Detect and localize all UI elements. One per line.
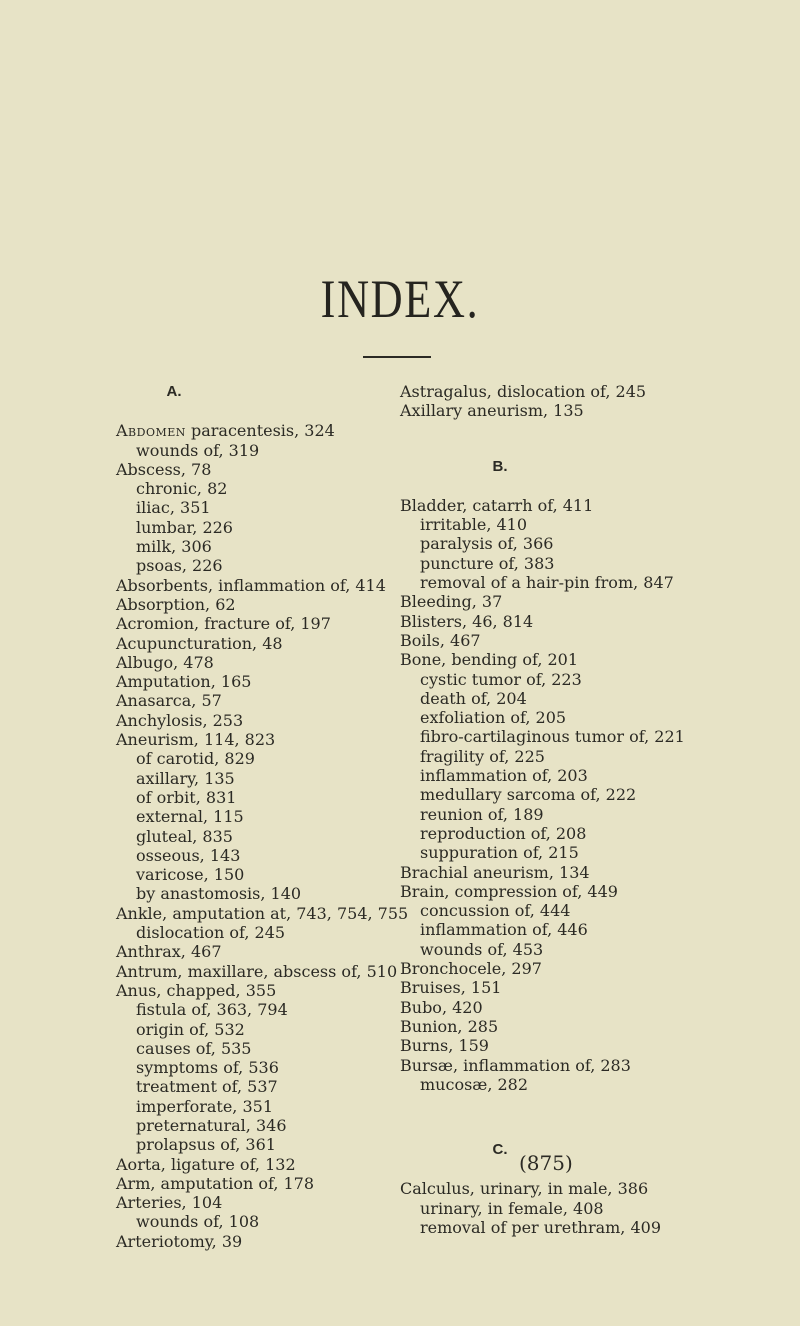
index-entry: Acromion, fracture of, 197 [116, 614, 331, 634]
index-entry: fragility of, 225 [420, 746, 545, 766]
index-entry: origin of, 532 [136, 1019, 245, 1039]
index-entry: external, 115 [136, 807, 244, 827]
index-entry: Absorption, 62 [116, 594, 236, 614]
index-entry: Aorta, ligature of, 132 [116, 1154, 296, 1174]
index-entry: urinary, in female, 408 [420, 1198, 604, 1218]
index-entry: Burns, 159 [400, 1036, 489, 1056]
index-entry: wounds of, 319 [136, 440, 260, 460]
index-entry: mucosæ, 282 [420, 1074, 529, 1094]
index-entry: Brain, compression of, 449 [400, 881, 618, 901]
index-entry: Arteries, 104 [116, 1193, 223, 1213]
index-entry: Ankle, amputation at, 743, 754, 755 [116, 903, 409, 923]
index-entry: lumbar, 226 [136, 517, 233, 537]
index-entry: prolapsus of, 361 [136, 1135, 276, 1155]
index-entry: irritable, 410 [420, 515, 528, 535]
index-entry: chronic, 82 [136, 479, 228, 499]
index-entry: Bursæ, inflammation of, 283 [400, 1055, 631, 1075]
index-entry: Boils, 467 [400, 630, 481, 650]
index-entry: paralysis of, 366 [420, 534, 554, 554]
index-entry: medullary sarcoma of, 222 [420, 785, 637, 805]
index-entry: psoas, 226 [136, 556, 223, 576]
index-entry: Arm, amputation of, 178 [116, 1173, 315, 1193]
index-entry: symptoms of, 536 [136, 1058, 279, 1078]
index-entry: removal of per urethram, 409 [420, 1217, 662, 1237]
index-entry: reunion of, 189 [420, 804, 544, 824]
index-entry: Acupuncturation, 48 [116, 633, 283, 653]
right-a-continued-list [400, 382, 760, 421]
title-rule [363, 356, 431, 358]
index-entry: osseous, 143 [136, 845, 241, 865]
index-entry: cystic tumor of, 223 [420, 669, 582, 689]
index-entry: inflammation of, 446 [420, 920, 588, 940]
index-entry: Bone, bending of, 201 [400, 650, 579, 670]
index-entry: by anastomosis, 140 [136, 884, 302, 904]
index-entry: Bruises, 151 [400, 978, 502, 998]
section-heading-b: B. [492, 457, 508, 475]
index-entry: Bladder, catarrh of, 411 [400, 495, 594, 515]
index-entry: Antrum, maxillare, abscess of, 510 [116, 961, 398, 981]
index-entry: exfoliation of, 205 [420, 708, 567, 728]
index-entry: Bubo, 420 [400, 997, 483, 1017]
index-entry: of orbit, 831 [136, 787, 237, 807]
index-entry: axillary, 135 [136, 768, 235, 788]
index-entry-head: Abdomen [116, 421, 186, 441]
index-entry: treatment of, 537 [136, 1077, 278, 1097]
index-entry: Aneurism, 114, 823 [116, 730, 276, 750]
index-entry: removal of a hair-pin from, 847 [420, 573, 674, 593]
index-entry: dislocation of, 245 [136, 923, 286, 943]
index-entry: fistula of, 363, 794 [136, 1000, 288, 1020]
index-entry: Bleeding, 37 [400, 592, 503, 612]
index-entry: Calculus, urinary, in male, 386 [400, 1179, 649, 1199]
index-entry: varicose, 150 [136, 865, 245, 885]
page-title: INDEX. [320, 269, 480, 329]
index-entry: Anchylosis, 253 [116, 710, 244, 730]
index-entry: causes of, 535 [136, 1038, 252, 1058]
index-entry: puncture of, 383 [420, 553, 555, 573]
index-entry: reproduction of, 208 [420, 823, 587, 843]
index-entry: Abscess, 78 [116, 459, 212, 479]
index-entry: Bunion, 285 [400, 1016, 499, 1036]
index-entry: Arteriotomy, 39 [116, 1231, 243, 1251]
index-entry: fibro-cartilaginous tumor of, 221 [420, 727, 685, 747]
index-entry: of carotid, 829 [136, 749, 255, 769]
index-entry: Anasarca, 57 [116, 691, 222, 711]
index-entry: Anthrax, 467 [116, 942, 222, 962]
index-entry: death of, 204 [420, 688, 527, 708]
index-entry: preternatural, 346 [136, 1115, 287, 1135]
index-entry: gluteal, 835 [136, 826, 233, 846]
page-number: (875) [519, 1151, 573, 1175]
right-b-entry-list [400, 496, 760, 1094]
index-entry: wounds of, 108 [136, 1212, 260, 1232]
index-entry: milk, 306 [136, 537, 212, 557]
index-entry: Albugo, 478 [116, 652, 214, 672]
section-heading-a: A. [166, 383, 182, 400]
index-entry: suppuration of, 215 [420, 843, 579, 863]
index-entry: Amputation, 165 [116, 672, 252, 692]
right-column [400, 382, 760, 1237]
section-heading-c: C. [492, 1141, 508, 1159]
index-entry: concussion of, 444 [420, 901, 571, 921]
index-entry: Blisters, 46, 814 [400, 611, 534, 631]
index-entry: Astragalus, dislocation of, 245 [400, 382, 647, 401]
index-entry: inflammation of, 203 [420, 766, 588, 786]
index-entry: iliac, 351 [136, 498, 211, 518]
index-entry: Bronchocele, 297 [400, 959, 542, 979]
index-entry: Anus, chapped, 355 [116, 980, 277, 1000]
index-entry: Axillary aneurism, 135 [400, 401, 584, 421]
index-entry: imperforate, 351 [136, 1096, 273, 1116]
index-entry-text: paracentesis, 324 [185, 421, 335, 441]
right-c-entry-list [400, 1179, 760, 1237]
index-entry: Brachial aneurism, 134 [400, 862, 590, 882]
index-entry: wounds of, 453 [420, 939, 544, 959]
index-entry: Absorbents, inflammation of, 414 [116, 575, 386, 595]
